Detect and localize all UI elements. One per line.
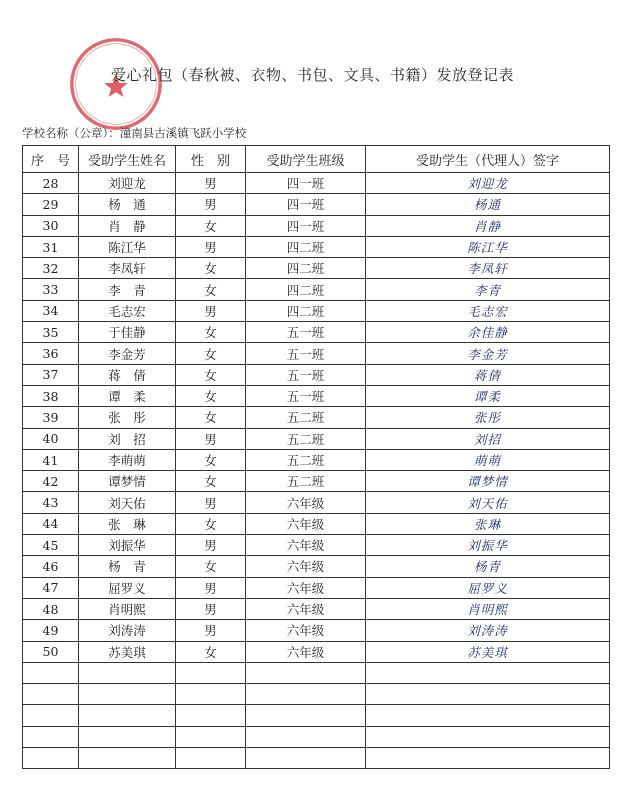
student-signature: 张琳 xyxy=(366,513,610,534)
row-number: 42 xyxy=(23,471,79,492)
school-name-line: 学校名称（公章）：潼南县古溪镇飞跃小学校 xyxy=(22,126,247,140)
student-name: 刘振华 xyxy=(79,535,176,556)
student-gender: 女 xyxy=(176,364,246,385)
header-gender: 性 别 xyxy=(176,146,246,173)
student-signature: 张彤 xyxy=(366,407,610,428)
student-gender: 女 xyxy=(176,513,246,534)
empty-cell xyxy=(79,726,176,747)
empty-cell xyxy=(366,705,610,726)
student-gender: 男 xyxy=(176,173,246,194)
student-gender: 女 xyxy=(176,279,246,300)
student-name: 毛志宏 xyxy=(79,300,176,321)
student-gender: 女 xyxy=(176,641,246,662)
student-signature: 肖明熙 xyxy=(366,598,610,619)
student-gender: 男 xyxy=(176,577,246,598)
student-class: 五一班 xyxy=(246,343,366,364)
student-class: 四一班 xyxy=(246,215,366,236)
student-name: 张 彤 xyxy=(79,407,176,428)
student-name: 谭 柔 xyxy=(79,385,176,406)
student-gender: 男 xyxy=(176,300,246,321)
table-row xyxy=(23,407,610,428)
student-gender: 男 xyxy=(176,598,246,619)
row-number: 44 xyxy=(23,513,79,534)
student-class: 六年级 xyxy=(246,513,366,534)
student-class: 四一班 xyxy=(246,173,366,194)
student-name: 肖明熙 xyxy=(79,598,176,619)
student-name: 李萌萌 xyxy=(79,449,176,470)
empty-cell xyxy=(366,726,610,747)
student-name: 苏美琪 xyxy=(79,641,176,662)
student-name: 于佳静 xyxy=(79,322,176,343)
student-name: 刘涛涛 xyxy=(79,620,176,641)
student-name: 张 琳 xyxy=(79,513,176,534)
table-row xyxy=(23,471,610,492)
row-number: 39 xyxy=(23,407,79,428)
empty-table-row xyxy=(23,748,610,769)
empty-cell xyxy=(79,684,176,705)
table-row xyxy=(23,598,610,619)
row-number: 32 xyxy=(23,258,79,279)
empty-cell xyxy=(246,726,366,747)
student-signature: 李凤轩 xyxy=(366,258,610,279)
student-class: 五二班 xyxy=(246,449,366,470)
student-class: 五二班 xyxy=(246,428,366,449)
row-number: 29 xyxy=(23,194,79,215)
row-number: 30 xyxy=(23,215,79,236)
table-header-row xyxy=(23,146,610,173)
table-row xyxy=(23,279,610,300)
empty-cell xyxy=(366,684,610,705)
student-class: 六年级 xyxy=(246,620,366,641)
student-name: 刘迎龙 xyxy=(79,173,176,194)
student-gender: 女 xyxy=(176,407,246,428)
row-number: 43 xyxy=(23,492,79,513)
row-number: 46 xyxy=(23,556,79,577)
student-signature: 屈罗义 xyxy=(366,577,610,598)
student-gender: 男 xyxy=(176,535,246,556)
table-row xyxy=(23,492,610,513)
row-number: 35 xyxy=(23,322,79,343)
row-number: 28 xyxy=(23,173,79,194)
student-signature: 刘天佑 xyxy=(366,492,610,513)
student-name: 杨 通 xyxy=(79,194,176,215)
row-number: 47 xyxy=(23,577,79,598)
empty-cell xyxy=(246,748,366,769)
student-class: 六年级 xyxy=(246,492,366,513)
student-signature: 余佳静 xyxy=(366,322,610,343)
student-name: 刘天佑 xyxy=(79,492,176,513)
row-number: 49 xyxy=(23,620,79,641)
empty-table-row xyxy=(23,684,610,705)
student-signature: 蒋倩 xyxy=(366,364,610,385)
empty-cell xyxy=(176,726,246,747)
empty-cell xyxy=(79,748,176,769)
row-number: 45 xyxy=(23,535,79,556)
student-class: 四二班 xyxy=(246,279,366,300)
table-row xyxy=(23,577,610,598)
student-name: 杨 青 xyxy=(79,556,176,577)
header-signature: 受助学生（代理人）签字 xyxy=(366,146,610,173)
student-gender: 女 xyxy=(176,385,246,406)
table-row xyxy=(23,428,610,449)
row-number: 31 xyxy=(23,236,79,257)
table-row xyxy=(23,449,610,470)
table-row xyxy=(23,556,610,577)
table-row xyxy=(23,364,610,385)
empty-cell xyxy=(176,684,246,705)
empty-table-row xyxy=(23,726,610,747)
student-class: 六年级 xyxy=(246,535,366,556)
empty-table-row xyxy=(23,662,610,683)
table-row xyxy=(23,236,610,257)
empty-cell xyxy=(366,662,610,683)
empty-table-row xyxy=(23,705,610,726)
student-signature: 萌萌 xyxy=(366,449,610,470)
student-class: 六年级 xyxy=(246,641,366,662)
student-name: 李 青 xyxy=(79,279,176,300)
student-name: 刘 招 xyxy=(79,428,176,449)
student-signature: 杨通 xyxy=(366,194,610,215)
student-name: 李凤轩 xyxy=(79,258,176,279)
student-gender: 女 xyxy=(176,322,246,343)
student-class: 六年级 xyxy=(246,577,366,598)
student-class: 六年级 xyxy=(246,598,366,619)
row-number: 48 xyxy=(23,598,79,619)
student-gender: 男 xyxy=(176,620,246,641)
empty-cell xyxy=(176,662,246,683)
empty-cell xyxy=(23,726,79,747)
student-name: 肖 静 xyxy=(79,215,176,236)
student-class: 五一班 xyxy=(246,322,366,343)
student-gender: 女 xyxy=(176,449,246,470)
student-signature: 谭柔 xyxy=(366,385,610,406)
table-row xyxy=(23,641,610,662)
table-row xyxy=(23,535,610,556)
student-class: 五一班 xyxy=(246,385,366,406)
empty-cell xyxy=(246,662,366,683)
empty-cell xyxy=(23,684,79,705)
row-number: 40 xyxy=(23,428,79,449)
student-class: 四二班 xyxy=(246,236,366,257)
table-row xyxy=(23,620,610,641)
student-gender: 男 xyxy=(176,428,246,449)
student-signature: 杨青 xyxy=(366,556,610,577)
empty-cell xyxy=(79,705,176,726)
empty-cell xyxy=(246,705,366,726)
student-signature: 李金芳 xyxy=(366,343,610,364)
row-number: 37 xyxy=(23,364,79,385)
empty-cell xyxy=(23,705,79,726)
table-row xyxy=(23,215,610,236)
header-student-name: 受助学生姓名 xyxy=(79,146,176,173)
student-class: 六年级 xyxy=(246,556,366,577)
student-signature: 刘迎龙 xyxy=(366,173,610,194)
table-row xyxy=(23,258,610,279)
student-name: 李金芳 xyxy=(79,343,176,364)
student-name: 陈江华 xyxy=(79,236,176,257)
student-class: 五二班 xyxy=(246,407,366,428)
table-row xyxy=(23,194,610,215)
empty-cell xyxy=(23,662,79,683)
student-class: 四二班 xyxy=(246,258,366,279)
row-number: 41 xyxy=(23,449,79,470)
student-gender: 男 xyxy=(176,236,246,257)
student-signature: 刘招 xyxy=(366,428,610,449)
table-row xyxy=(23,173,610,194)
registration-table xyxy=(22,145,610,769)
student-signature: 苏美琪 xyxy=(366,641,610,662)
student-signature: 陈江华 xyxy=(366,236,610,257)
empty-cell xyxy=(246,684,366,705)
header-number: 序 号 xyxy=(23,146,79,173)
row-number: 34 xyxy=(23,300,79,321)
empty-cell xyxy=(23,748,79,769)
student-class: 四二班 xyxy=(246,300,366,321)
student-name: 谭梦情 xyxy=(79,471,176,492)
student-class: 五二班 xyxy=(246,471,366,492)
student-signature: 肖静 xyxy=(366,215,610,236)
student-gender: 女 xyxy=(176,215,246,236)
row-number: 38 xyxy=(23,385,79,406)
student-name: 屈罗义 xyxy=(79,577,176,598)
table-row xyxy=(23,513,610,534)
student-signature: 刘振华 xyxy=(366,535,610,556)
student-gender: 男 xyxy=(176,492,246,513)
student-signature: 毛志宏 xyxy=(366,300,610,321)
student-gender: 女 xyxy=(176,556,246,577)
empty-cell xyxy=(176,705,246,726)
student-class: 五一班 xyxy=(246,364,366,385)
table-row xyxy=(23,385,610,406)
row-number: 36 xyxy=(23,343,79,364)
student-gender: 男 xyxy=(176,194,246,215)
student-gender: 女 xyxy=(176,258,246,279)
header-class: 受助学生班级 xyxy=(246,146,366,173)
student-signature: 谭梦情 xyxy=(366,471,610,492)
student-class: 四一班 xyxy=(246,194,366,215)
student-gender: 女 xyxy=(176,343,246,364)
student-name: 蒋 倩 xyxy=(79,364,176,385)
empty-cell xyxy=(176,748,246,769)
student-gender: 女 xyxy=(176,471,246,492)
empty-cell xyxy=(79,662,176,683)
row-number: 50 xyxy=(23,641,79,662)
student-signature: 李青 xyxy=(366,279,610,300)
empty-cell xyxy=(366,748,610,769)
table-row xyxy=(23,322,610,343)
page-title: 爱心礼包（春秋被、衣物、书包、文具、书籍）发放登记表 xyxy=(110,66,514,84)
student-signature: 刘涛涛 xyxy=(366,620,610,641)
table-row xyxy=(23,343,610,364)
table-row xyxy=(23,300,610,321)
row-number: 33 xyxy=(23,279,79,300)
